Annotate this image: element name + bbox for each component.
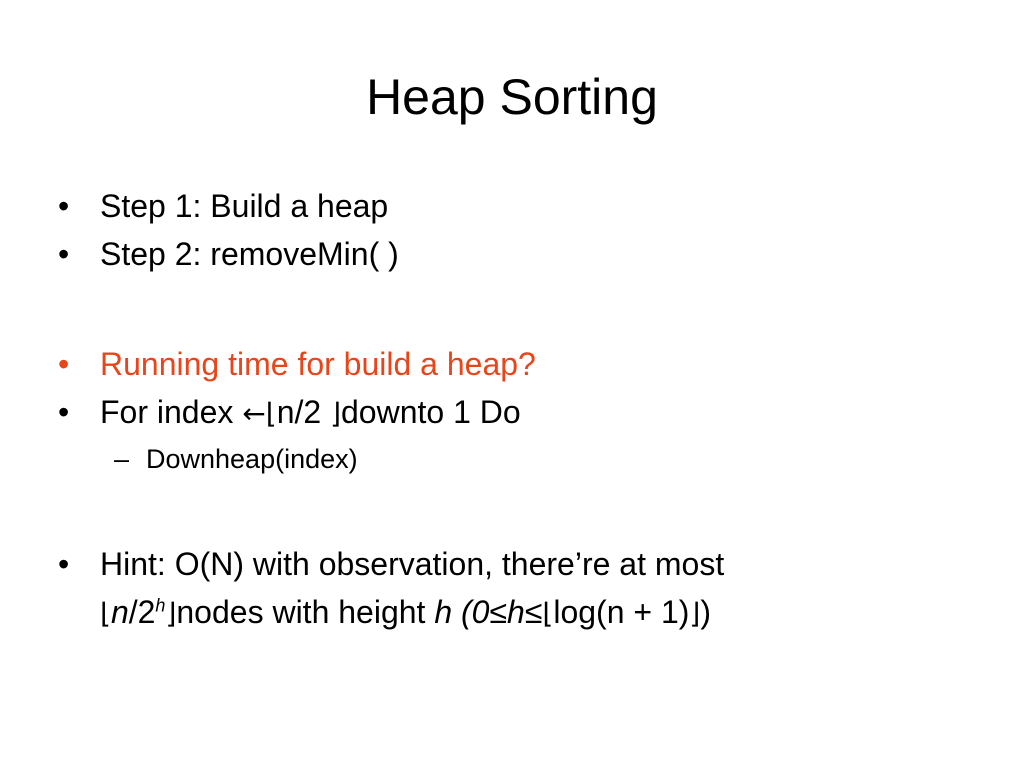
loop-expr: n/2 <box>276 394 331 430</box>
bullet-step-1 <box>58 182 978 230</box>
floor-left-icon: ⌊ <box>265 397 277 430</box>
bullet-for-loop <box>58 388 978 438</box>
bullet-hint <box>58 540 978 588</box>
spacer <box>58 278 978 340</box>
hint-nodes-text: nodes with height <box>176 594 435 630</box>
bullet-running-time <box>58 340 978 388</box>
bullet-text: Running time for build a heap? <box>100 346 536 382</box>
loop-suffix: downto 1 Do <box>341 394 521 430</box>
slide-title: Heap Sorting <box>366 69 658 125</box>
floor-left-icon: ⌊ <box>542 597 554 630</box>
bullet-text: Step 1: Build a heap <box>100 188 389 224</box>
bullet-text: Step 2: removeMin( ) <box>100 236 399 272</box>
slide-body <box>58 182 978 638</box>
floor-right-icon: ⌋ <box>689 597 701 630</box>
sub-bullet-text: Downheap(index) <box>146 444 358 474</box>
hint-line-1: Hint: O(N) with observation, there’re at most <box>100 546 725 582</box>
hint-condition: (0≤h≤ <box>452 594 543 630</box>
floor-right-icon: ⌋ <box>165 597 177 630</box>
hint-line-2 <box>58 588 978 638</box>
bullet-icon: • <box>58 394 70 430</box>
floor-left-icon: ⌊ <box>100 597 111 630</box>
hint-close-paren: ) <box>700 594 711 630</box>
hint-h-exponent: h <box>155 595 166 616</box>
left-arrow-icon: ← <box>242 397 266 430</box>
hint-log-expr: log(n + 1) <box>553 594 690 630</box>
bullet-icon: • <box>58 188 70 224</box>
hint-h-var: h <box>434 594 453 630</box>
hint-n: n <box>110 594 129 630</box>
spacer <box>58 482 978 540</box>
bullet-icon: • <box>58 346 70 382</box>
bullet-icon: • <box>58 546 70 582</box>
loop-prefix: For index <box>100 394 243 430</box>
dash-icon: – <box>114 444 130 474</box>
bullet-step-2 <box>58 230 978 278</box>
sub-bullet-downheap <box>58 436 978 482</box>
floor-right-icon: ⌋ <box>330 397 341 430</box>
bullet-icon: • <box>58 236 70 272</box>
hint-slash-two: /2 <box>128 594 156 630</box>
